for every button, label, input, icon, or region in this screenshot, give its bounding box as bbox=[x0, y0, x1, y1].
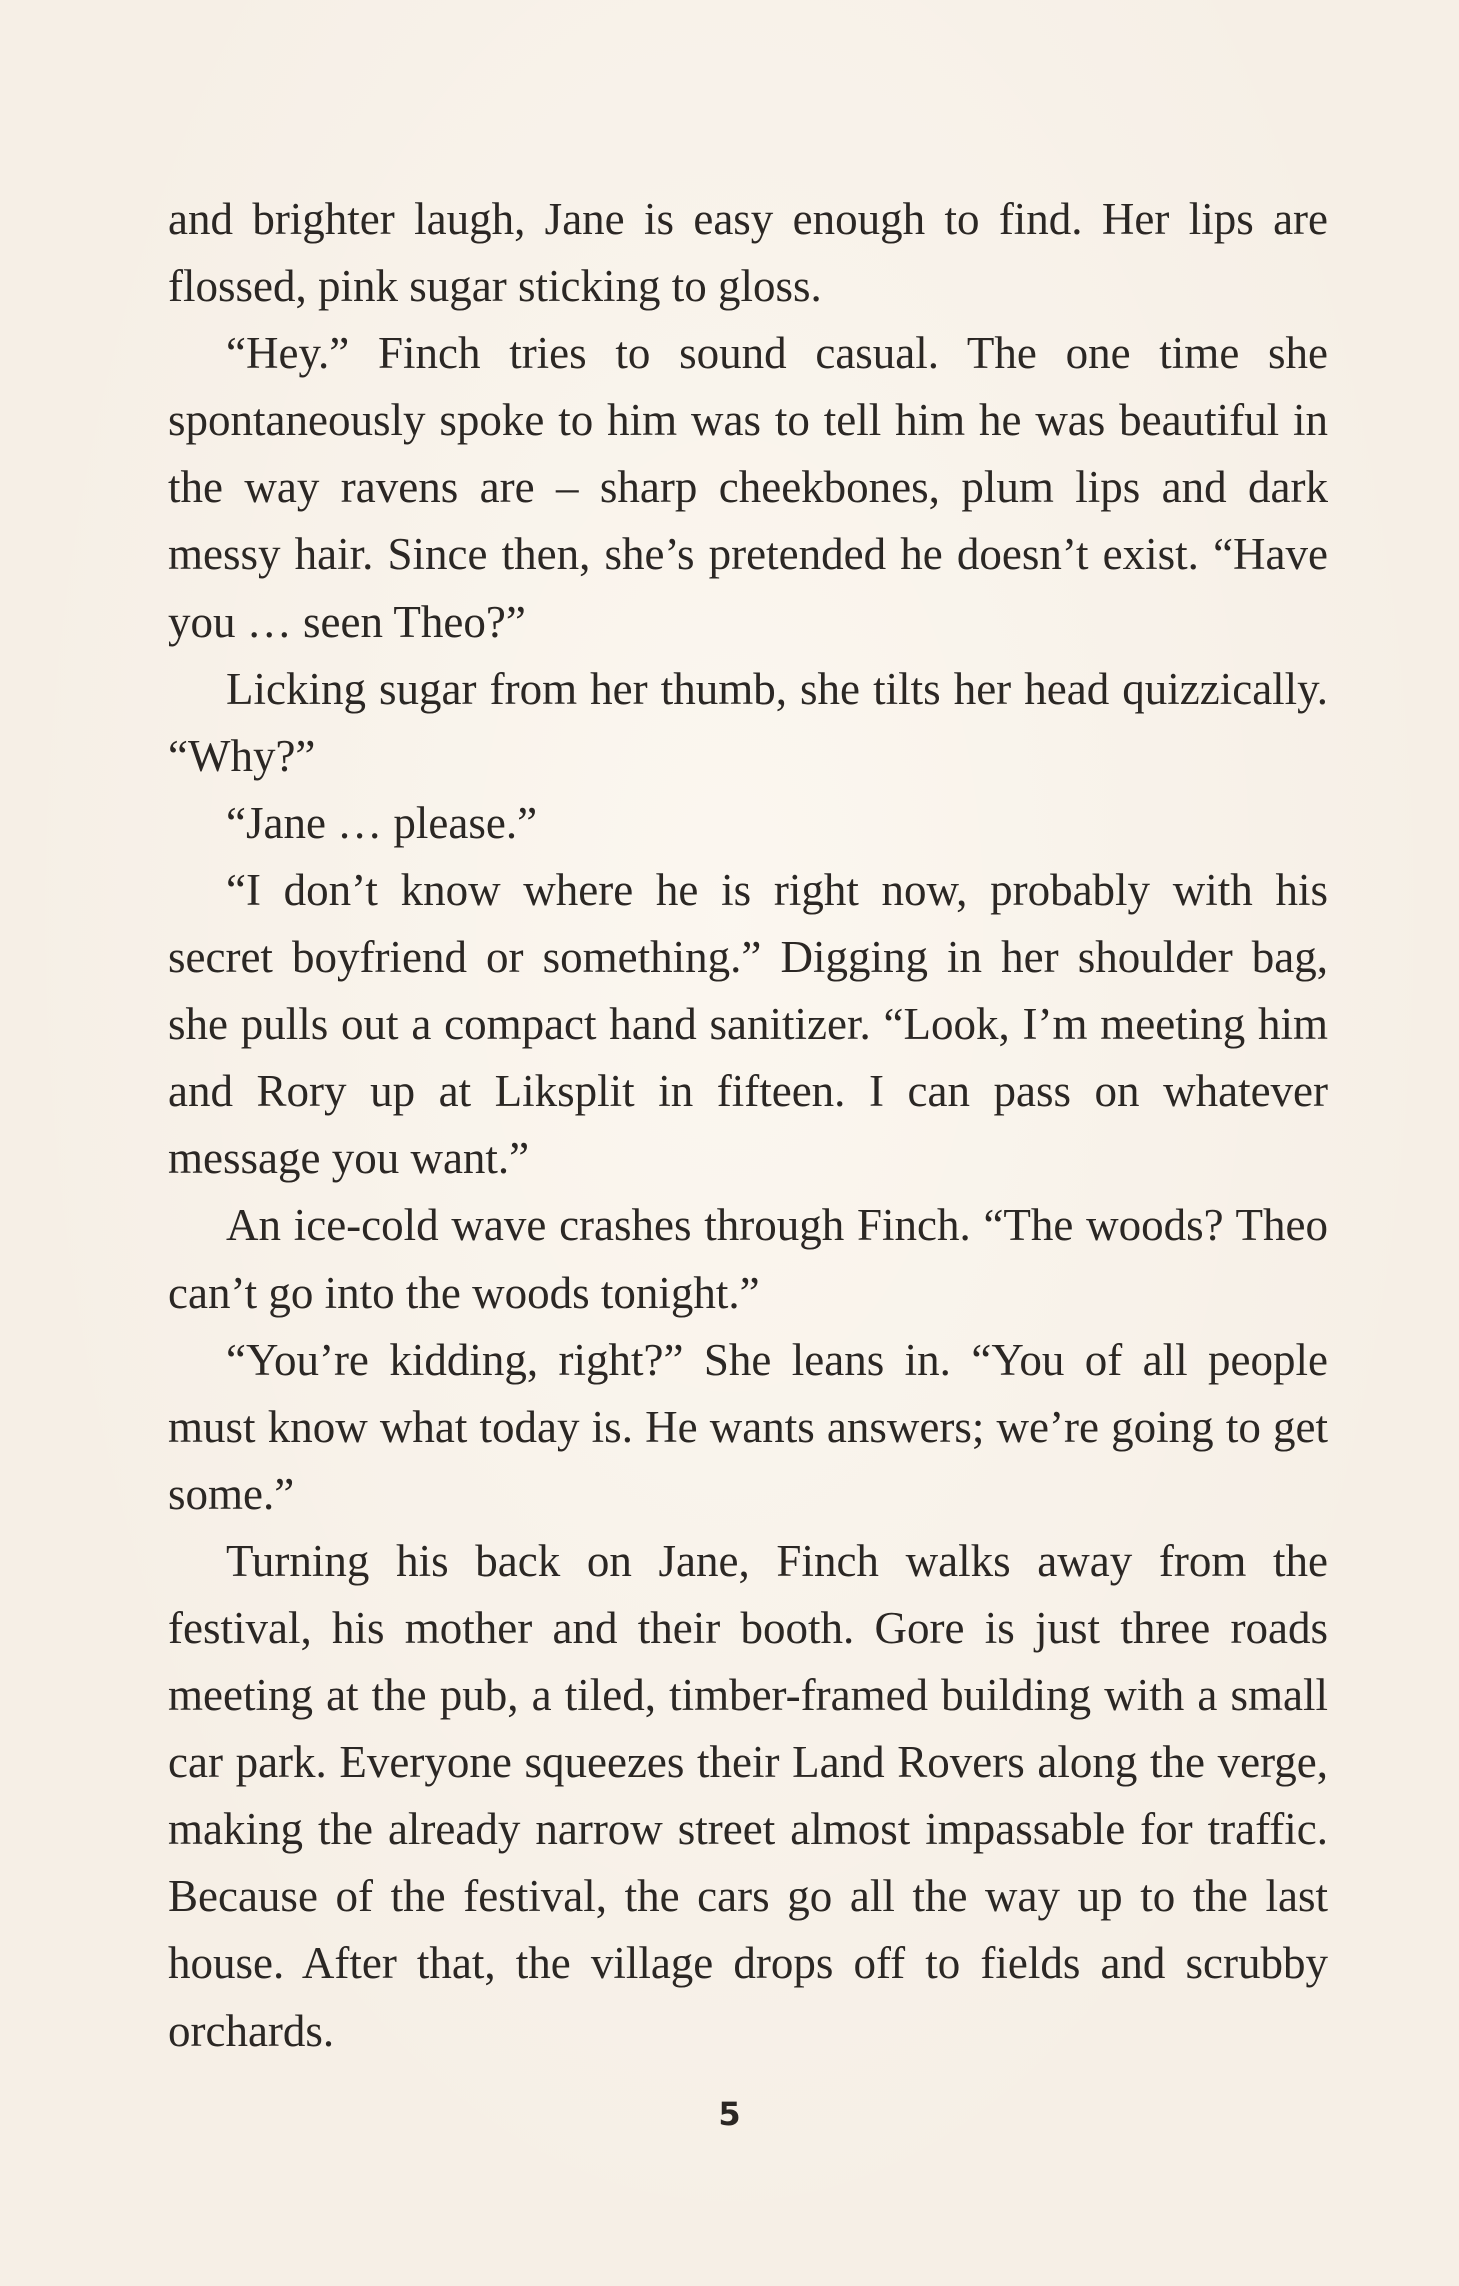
paragraph: “I don’t know where he is right now, probably with his secret boyfriend or something.” Digging in her shoulder bag, she pulls out a compact hand sanitizer. “Look, I’m meeting him and Rory up at Liksplit in fifteen. I can pass on whatever message you want.” bbox=[168, 864, 1328, 1184]
paragraph-continued: and brighter laugh, Jane is easy enough to find. Her lips are flossed, pink sugar sticking to gloss. bbox=[168, 194, 1328, 312]
paragraph: An ice-cold wave crashes through Finch. “The woods? Theo can’t go into the woods tonight.” bbox=[168, 1200, 1328, 1318]
paragraph: Licking sugar from her thumb, she tilts her head quizzically. “Why?” bbox=[168, 663, 1328, 781]
page-number: 5 bbox=[718, 2095, 741, 2133]
paragraph: “Jane … please.” bbox=[226, 797, 538, 848]
body-text bbox=[168, 186, 1328, 2065]
paragraph: Turning his back on Jane, Finch walks away from the festival, his mother and their booth. Gore is just three roads meeting at the pub, a tiled, timber-framed building with a small car park. Everyone squeezes their Land Rovers along the verge, making the already narrow street almost impassable for traffic. Because of the festival, the cars go all the way up to the last house. After that, the village drops off to fields and scrubby orchards. bbox=[168, 1535, 1328, 2056]
paragraph: “Hey.” Finch tries to sound casual. The one time she spontaneously spoke to him was to tell him he was beautiful in the way ravens are – sharp cheekbones, plum lips and dark messy hair. Since then, she’s pretended he doesn’t exist. “Have you … seen Theo?” bbox=[168, 328, 1328, 647]
paragraph: “You’re kidding, right?” She leans in. “You of all people must know what today is. He wants answers; we’re going to get some.” bbox=[168, 1334, 1328, 1519]
